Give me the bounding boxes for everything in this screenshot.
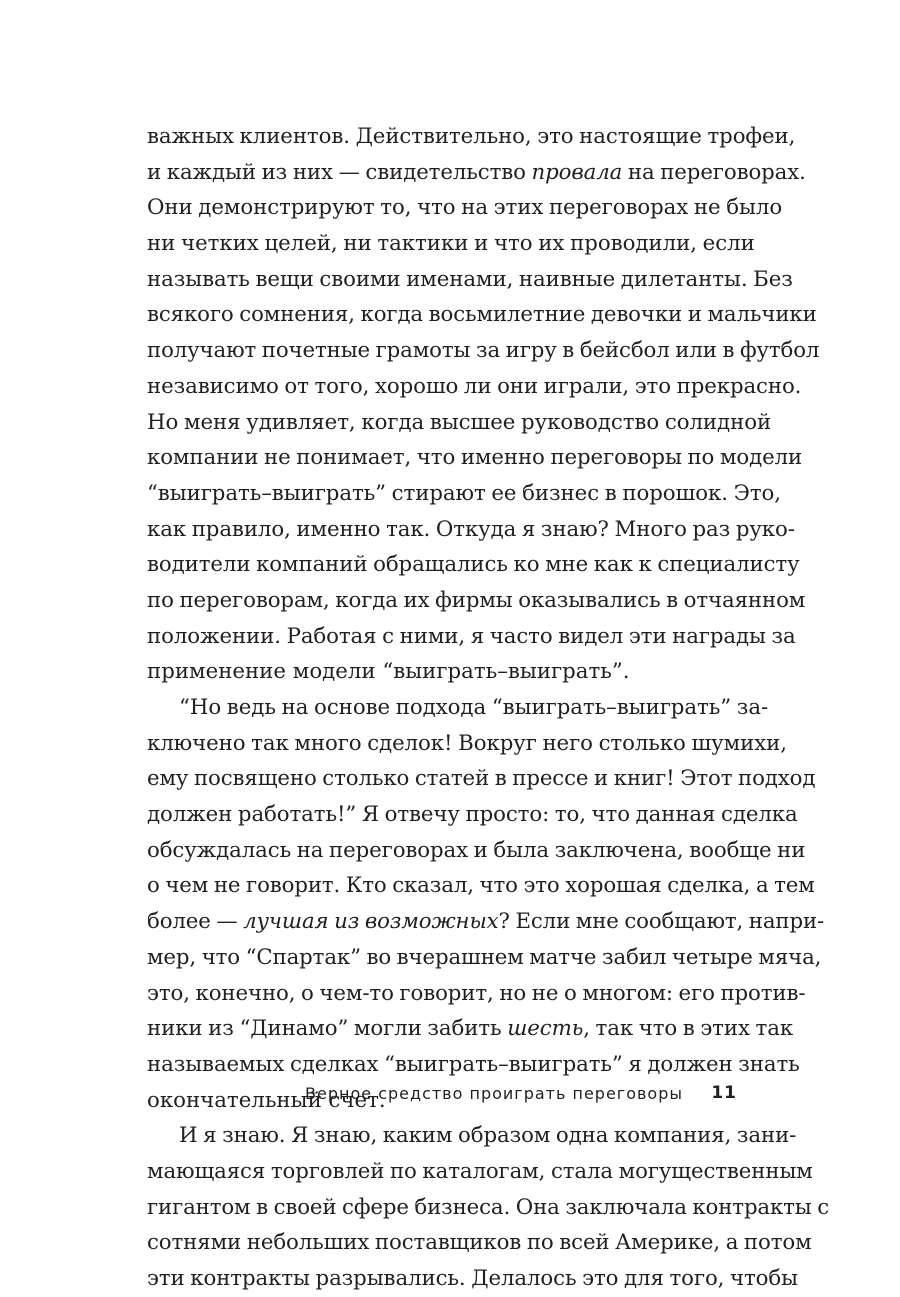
text-line: “выиграть–выиграть” стирают ее бизнес в порошок. Это,	[147, 480, 781, 506]
page-number: 11	[711, 1083, 737, 1103]
text-line: гигантом в своей сфере бизнеса. Она заключала контракты с	[147, 1194, 830, 1220]
text-line: должен работать!” Я отвечу просто: то, что данная сделка	[147, 802, 798, 828]
text-line: применение модели “выиграть–выиграть”.	[147, 659, 630, 685]
emphasis-text: лучшая из возможных	[243, 909, 499, 935]
line-segment: ? Если мне сообщают, напри-	[498, 909, 825, 935]
text-line: эти контракты разрывались. Делалось это для того, чтобы	[147, 1266, 798, 1291]
running-head: Верное средство проиграть переговоры	[305, 1084, 683, 1103]
text-line: И я знаю. Я знаю, каким образом одна компания, зани-	[179, 1123, 797, 1149]
text-line: называть вещи своими именами, наивные дилетанты. Без	[147, 266, 793, 292]
text-line: мающаяся торговлей по каталогам, стала могущественным	[147, 1158, 813, 1184]
text-line: окончательный счет.	[147, 1087, 386, 1113]
text-line: Но меня удивляет, когда высшее руководство солидной	[147, 409, 772, 435]
text-line	[147, 904, 825, 940]
line-segment: на переговорах.	[622, 159, 806, 185]
text-line: обсуждалась на переговорах и была заключена, вообще ни	[147, 837, 806, 863]
text-line: ему посвящено столько статей в прессе и книг! Этот подход	[147, 766, 816, 792]
text-line: Они демонстрируют то, что на этих переговорах не было	[147, 195, 783, 221]
text-line: водители компаний обращались ко мне как к специалисту	[147, 552, 800, 578]
text-line: всякого сомнения, когда восьмилетние девочки и мальчики	[147, 302, 817, 328]
text-line: ключено так много сделок! Вокруг него столько шумихи,	[147, 730, 787, 756]
text-line	[147, 155, 806, 191]
text-line: как правило, именно так. Откуда я знаю? Много раз руко-	[147, 516, 795, 542]
text-line: ни четких целей, ни тактики и что их проводили, если	[147, 231, 755, 257]
line-segment: и каждый из них — свидетельство	[147, 159, 532, 185]
text-line: мер, что “Спартак” во вчерашнем матче забил четыре мяча,	[147, 944, 822, 970]
page-footer	[147, 1080, 737, 1116]
body-text	[147, 119, 830, 1297]
line-segment: более —	[147, 909, 244, 935]
line-segment: ники из “Динамо” могли забить	[147, 1016, 508, 1042]
text-line	[147, 1011, 794, 1047]
emphasis-text: шесть	[507, 1016, 584, 1042]
text-line: получают почетные грамоты за игру в бейсбол или в футбол	[147, 338, 820, 364]
text-line: называемых сделках “выиграть–выиграть” я должен знать	[147, 1051, 800, 1077]
emphasis-text: провала	[531, 159, 623, 185]
text-line: это, конечно, о чем-то говорит, но не о многом: его против-	[147, 980, 806, 1006]
line-segment: , так что в этих так	[583, 1016, 794, 1042]
text-line: сотнями небольших поставщиков по всей Америке, а потом	[147, 1230, 812, 1256]
text-line: положении. Работая с ними, я часто видел эти награды за	[147, 623, 796, 649]
text-line: важных клиентов. Действительно, это настоящие трофеи,	[147, 124, 796, 149]
text-line: независимо от того, хорошо ли они играли, это прекрасно.	[147, 373, 802, 399]
text-line: “Но ведь на основе подхода “выиграть–выиграть” за-	[179, 695, 769, 720]
text-line: по переговорам, когда их фирмы оказывались в отчаянном	[147, 587, 806, 613]
text-line: компании не понимает, что именно переговоры по модели	[147, 445, 803, 471]
text-line: о чем не говорит. Кто сказал, что это хорошая сделка, а тем	[147, 873, 815, 899]
